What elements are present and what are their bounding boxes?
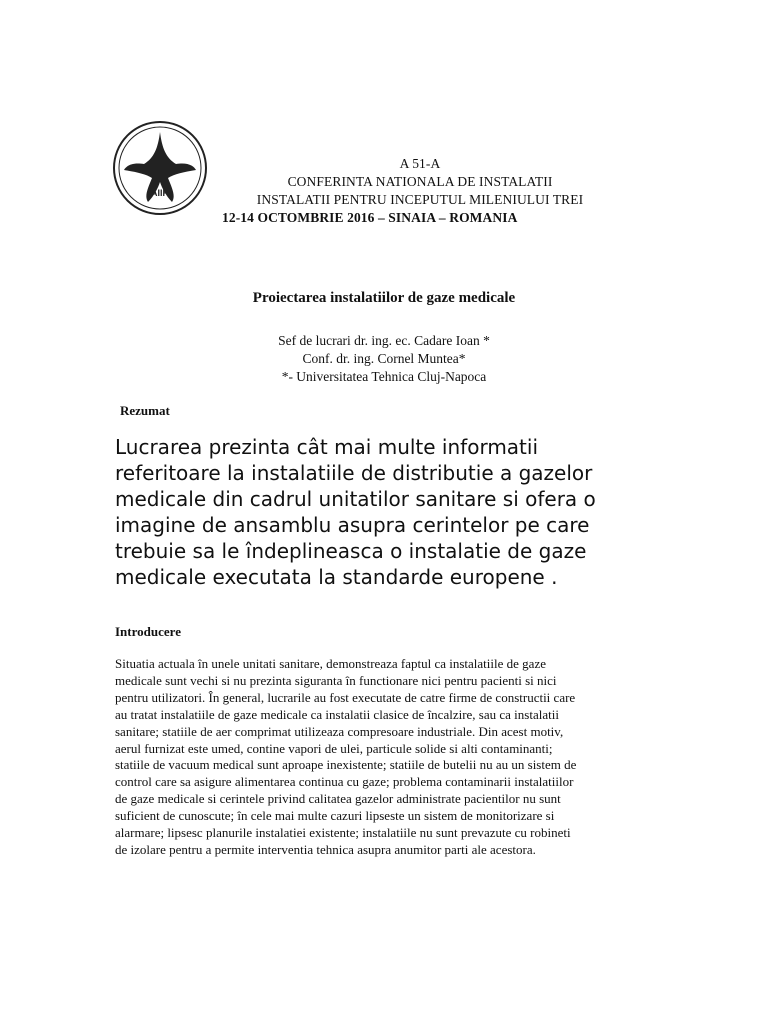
conference-subtitle: INSTALATII PENTRU INCEPUTUL MILENIULUI TREI: [256, 192, 584, 207]
introduction-heading: Introducere: [115, 624, 181, 639]
conference-header: [150, 155, 690, 227]
introduction-text: Situatia actuala în unele unitati sanitare, demonstreaza faptul ca instalatiile de gaze medicale sunt vechi si nu prezinta siguranta în functionare nici pentru pacienti si nici pentru utilizatori. În general, lucrarile au fost executate de catre firme de constructii care au tratat instalatiile de gaze medicale ca instalatii clasice de încalzire, sau ca instalatii sanitare; statiile de aer comprimat utilizeaza compresoare industriale. Din acest motiv, aerul furnizat este umed, contine vapori de ulei, particule solide si alti contaminanti; statiile de vacuum medical sunt aproape inexistente; statiile de butelii nu au un sistem de control care sa asigure alimentarea continua cu gaze; problema contaminarii instalatiilor de gaze medicale si cerintele privind calitatea gazelor administrate pacientilor nu sunt suficient de cunoscute; în cele mai multe cazuri lipseste un sistem de monitorizare si alarmare; lipsesc planurile instalatiei existente; instalatiile nu sunt prevazute cu robineti de izolare pentru a permite interventia tehnica asupra anumitor parti ale acestora.: [115, 656, 577, 857]
author-line: Sef de lucrari dr. ing. ec. Cadare Ioan *: [278, 333, 490, 348]
logo-text: AIIR: [151, 188, 169, 198]
paper-title: Proiectarea instalatiilor de gaze medicale: [252, 290, 516, 306]
conference-name: CONFERINTA NATIONALA DE INSTALATII: [287, 174, 553, 189]
affiliation-line: *- Universitatea Tehnica Cluj-Napoca: [281, 369, 487, 384]
abstract-text: Lucrarea prezinta cât mai multe informatii referitoare la instalatiile de distributie a gazelor medicale din cadrul unitatilor sanitare si ofera o imagine de ansamblu asupra cerintelor pe care trebuie sa le îndeplineasca o instalatie de gaze medicale executata la standarde europene .: [115, 435, 596, 589]
edition-line: A 51-A: [399, 156, 441, 171]
conference-dates: 12-14 OCTOMBRIE 2016 – SINAIA – ROMANIA: [222, 210, 518, 225]
abstract-heading: Rezumat: [120, 403, 170, 418]
authors-block: [0, 332, 768, 386]
author-line: Conf. dr. ing. Cornel Muntea*: [302, 351, 466, 366]
